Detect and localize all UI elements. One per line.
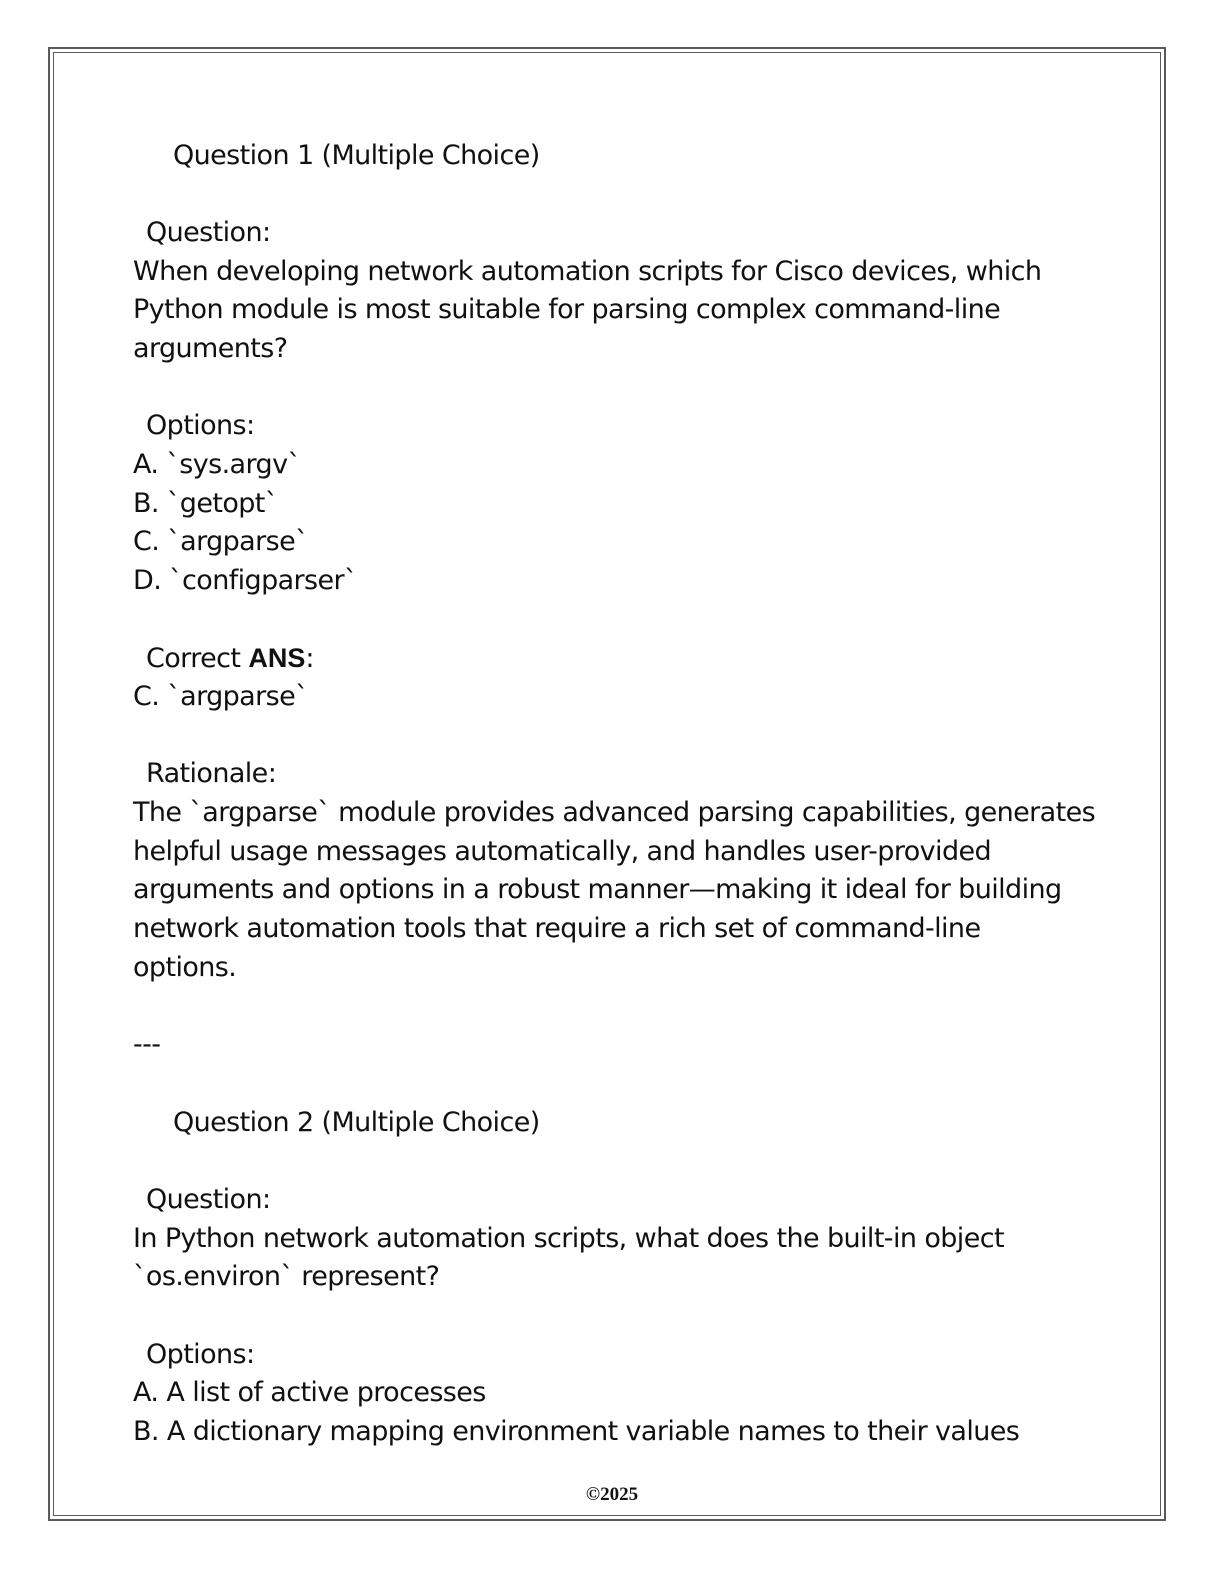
question-2-options-label: Options: <box>146 1339 255 1370</box>
answer-label-ans: ANS <box>248 643 306 673</box>
question-1-rationale-line-2: helpful usage messages automatically, and handles user-provided <box>133 836 992 867</box>
answer-label-prefix: Correct <box>146 643 249 674</box>
question-1-label: Question: <box>146 217 271 248</box>
question-1-text-line-2: Python module is most suitable for parsing complex command-line <box>133 294 1001 325</box>
answer-label-suffix: : <box>305 643 314 674</box>
question-1-rationale-line-1: The `argparse` module provides advanced parsing capabilities, generates <box>133 797 1096 828</box>
question-1-text-line-1: When developing network automation scripts for Cisco devices, which <box>133 256 1042 287</box>
question-1-option-a: A. `sys.argv` <box>133 449 301 480</box>
question-1-answer-label <box>146 639 314 679</box>
question-2-option-b: B. A dictionary mapping environment variable names to their values <box>133 1416 1020 1447</box>
question-1-rationale-line-3: arguments and options in a robust manner—making it ideal for building <box>133 874 1062 905</box>
question-1-option-d: D. `configparser` <box>133 565 357 596</box>
question-1-rationale-line-4: network automation tools that require a rich set of command-line <box>133 913 981 944</box>
question-1-heading: Question 1 (Multiple Choice) <box>173 140 540 171</box>
separator: --- <box>133 1029 161 1060</box>
question-1-answer: C. `argparse` <box>133 681 308 712</box>
question-2-text-line-1: In Python network automation scripts, what does the built-in object <box>133 1223 1004 1254</box>
question-1-rationale-line-5: options. <box>133 952 237 983</box>
question-1-text-line-3: arguments? <box>133 333 288 364</box>
question-1-option-b: B. `getopt` <box>133 488 278 519</box>
question-1-options-label: Options: <box>146 410 255 441</box>
question-1-rationale-label: Rationale: <box>146 758 277 789</box>
copyright-footer: ©2025 <box>585 1484 639 1505</box>
question-2-option-a: A. A list of active processes <box>133 1377 486 1408</box>
question-2-heading: Question 2 (Multiple Choice) <box>173 1107 540 1138</box>
question-1-option-c: C. `argparse` <box>133 526 308 557</box>
question-2-text-line-2: `os.environ` represent? <box>133 1261 440 1292</box>
question-2-label: Question: <box>146 1184 271 1215</box>
